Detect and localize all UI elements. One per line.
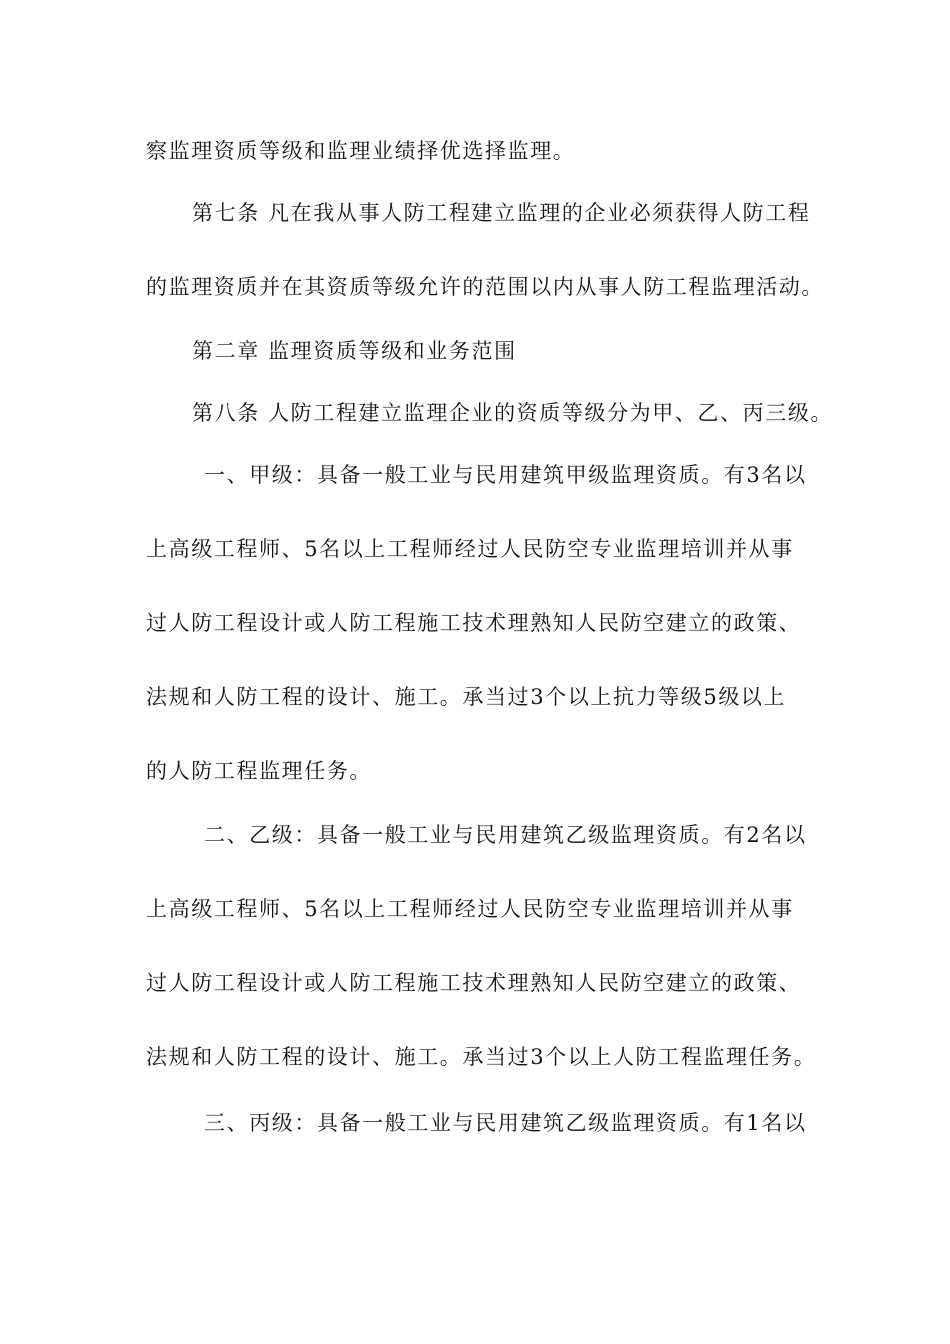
- chapter-heading: 第二章 监理资质等级和业务范围: [192, 339, 517, 363]
- article-8-heading-line: 第八条 人防工程建立监理企业的资质等级分为甲、乙、丙三级。: [192, 401, 834, 425]
- grade-b-line: 二、乙级：具备一般工业与民用建筑乙级监理资质。有2名以: [204, 823, 807, 847]
- text-line: 法规和人防工程的设计、施工。承当过3个以上人防工程监理任务。: [146, 1045, 817, 1069]
- text-line: 察监理资质等级和监理业绩择优选择监理。: [146, 139, 576, 163]
- grade-a-line: 一、甲级：具备一般工业与民用建筑甲级监理资质。有3名以: [204, 463, 807, 487]
- text-line: 的人防工程监理任务。: [146, 759, 372, 783]
- text-line: 上高级工程师、5名以上工程师经过人民防空专业监理培训并从事: [146, 537, 794, 561]
- text-line: 过人防工程设计或人防工程施工技术理熟知人民防空建立的政策、: [146, 611, 802, 635]
- grade-c-line: 三、丙级：具备一般工业与民用建筑乙级监理资质。有1名以: [204, 1111, 807, 1135]
- article-7-heading-line: 第七条 凡在我从事人防工程建立监理的企业必须获得人防工程: [192, 201, 811, 225]
- text-line: 过人防工程设计或人防工程施工技术理熟知人民防空建立的政策、: [146, 971, 802, 995]
- text-line: 上高级工程师、5名以上工程师经过人民防空专业监理培训并从事: [146, 897, 794, 921]
- text-line: 的监理资质并在其资质等级允许的范围以内从事人防工程监理活动。: [146, 275, 824, 299]
- text-line: 法规和人防工程的设计、施工。承当过3个以上抗力等级5级以上: [146, 685, 787, 709]
